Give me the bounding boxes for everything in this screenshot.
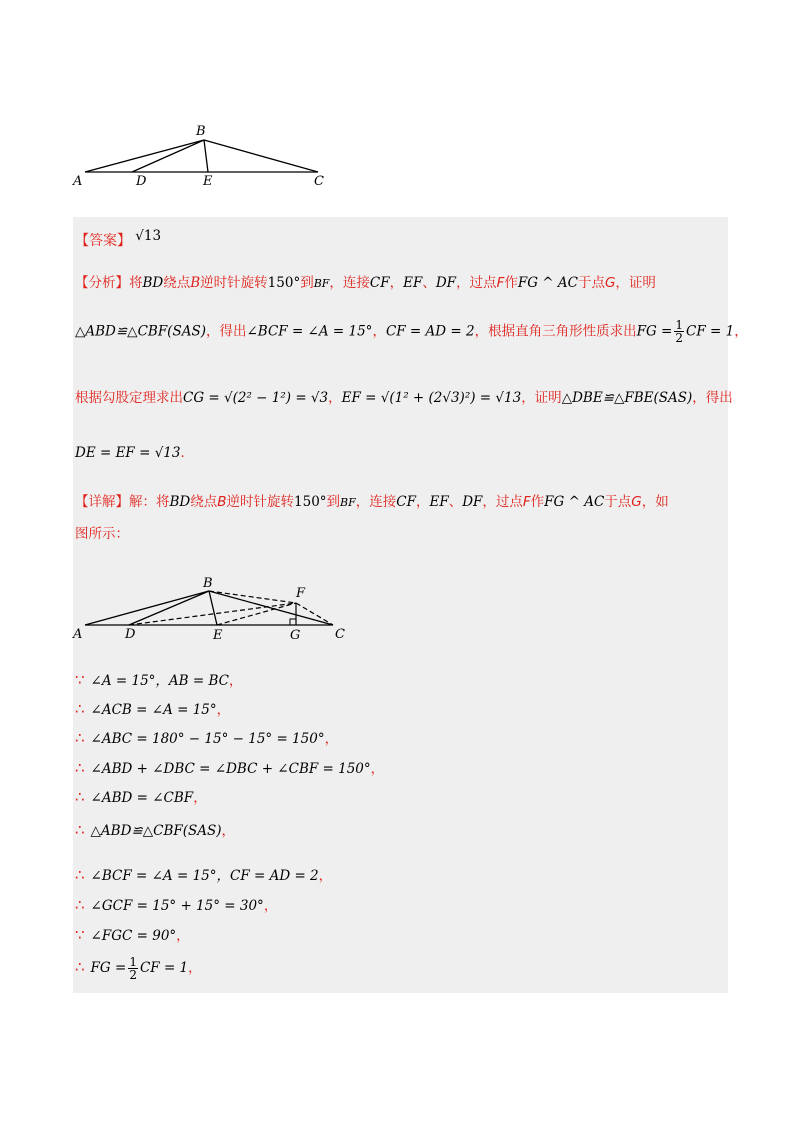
- answer-value: √13: [135, 228, 162, 244]
- label-F: F: [296, 586, 306, 601]
- step-row: ∴ ∠GCF = 15° + 15° = 30°，: [75, 896, 278, 914]
- analysis-line-1: 【分析】将BD绕点B逆时针旋转150°到BF，连接CF，EF、DF，过点F作FG ^ AC于点G，证明: [75, 275, 656, 291]
- answer-tag: 【答案】: [75, 233, 131, 249]
- label-G: G: [290, 628, 301, 643]
- step-row-last: ∴ FG = $\frac{1}{2}$ CF = 1，: [75, 955, 202, 982]
- step-row: ∴ ∠ABC = 180° − 15° − 15° = 150°，: [75, 729, 339, 747]
- label-C: C: [314, 174, 324, 189]
- label-D: D: [125, 627, 136, 642]
- step-row: ∴ ∠ABD + ∠DBC = ∠DBC + ∠CBF = 150°，: [75, 759, 385, 777]
- label-A: A: [73, 174, 83, 189]
- fraction-half: $\frac{1}{2}$: [675, 318, 683, 345]
- label-C: C: [335, 627, 345, 642]
- step-row: ∴ ∠ACB = ∠A = 15°，: [75, 700, 231, 718]
- label-B: B: [196, 124, 206, 139]
- analysis-line-4: DE = EF = √13．: [75, 445, 194, 461]
- label-B: B: [203, 576, 213, 591]
- analysis-line-3: 根据勾股定理求出CG = √(2² − 1²) = √3，EF = √(1² + (2√3)²) = √13，证明△DBE≌△FBE(SAS)，得出: [75, 390, 733, 406]
- step-row: ∴ ∠ABD = ∠CBF，: [75, 788, 207, 806]
- label-E: E: [203, 174, 213, 189]
- label-A: A: [73, 627, 83, 642]
- fraction-half: $\frac{1}{2}$: [129, 955, 137, 982]
- detail-line-1: 【详解】解：将BD绕点B逆时针旋转150°到BF，连接CF，EF、DF，过点F作FG ^ AC于点G，如: [75, 494, 669, 510]
- detail-line-2: 图所示：: [75, 526, 129, 542]
- label-E: E: [213, 628, 223, 643]
- analysis-line-2: △ABD≌△CBF(SAS)，得出∠BCF = ∠A = 15°，CF = AD = 2，根据直角三角形性质求出FG = $\frac{1}{2}$ CF = 1，: [75, 318, 748, 345]
- step-row: ∵ ∠A = 15°，AB = BC，: [75, 671, 243, 689]
- triangle-figure-1: [70, 120, 340, 192]
- label-D: D: [136, 174, 147, 189]
- triangle-figure-2: [70, 572, 360, 644]
- step-row: ∵ ∠FGC = 90°，: [75, 926, 190, 944]
- step-row: ∴ △ABD≌△CBF(SAS)，: [75, 821, 236, 839]
- answer-row: [75, 228, 161, 250]
- step-row: ∴ ∠BCF = ∠A = 15°，CF = AD = 2，: [75, 866, 333, 884]
